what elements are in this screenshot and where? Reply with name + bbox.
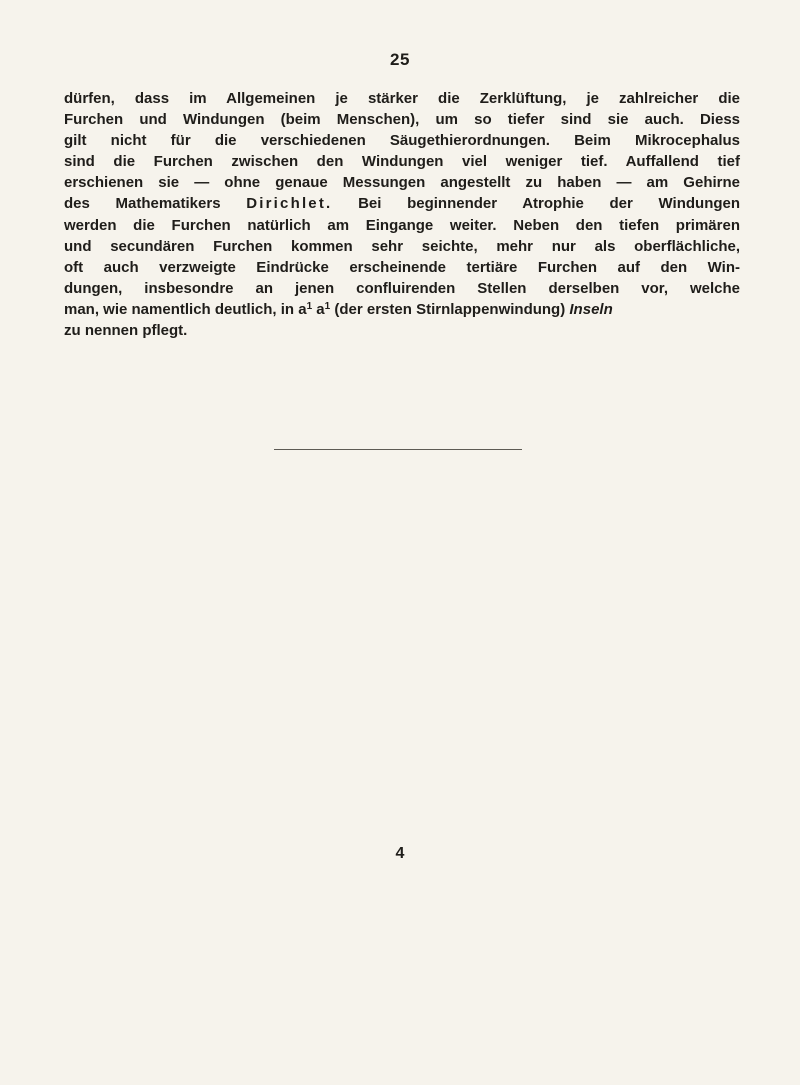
text-line: zu nennen pflegt. — [64, 322, 188, 340]
text-line: werden die Furchen natürlich am Eingange weiter. Neben den tiefen primären — [64, 216, 740, 234]
text-fragment: man, wie namentlich deutlich, in a — [64, 300, 307, 318]
superscript: 1 — [324, 300, 331, 312]
text-line: und secundären Furchen kommen sehr seichte, mehr nur als oberflächliche, — [64, 237, 740, 255]
text-line — [64, 193, 740, 214]
text-line: dürfen, dass im Allgemeinen je stärker die Zerklüftung, je zahlreicher die — [64, 90, 740, 107]
page-number: 25 — [390, 50, 410, 69]
text-line: Furchen und Windungen (beim Menschen), um so tiefer sind sie auch. Diess — [64, 111, 740, 129]
text-line: gilt nicht für die verschiedenen Säugethierordnungen. Beim Mikrocephalus — [64, 132, 740, 150]
text-line — [64, 299, 740, 320]
italic-term: Inseln — [569, 300, 613, 318]
text-fragment: des Mathematikers — [64, 195, 221, 213]
text-line: sind die Furchen zwischen den Windungen viel weniger tief. Auffallend tief — [64, 153, 740, 171]
body-paragraph — [64, 88, 740, 341]
person-name: Dirichlet. — [246, 195, 333, 213]
text-line: dungen, insbesondre an jenen confluirenden Stellen derselben vor, welche — [64, 279, 740, 297]
text-fragment: a — [312, 300, 325, 318]
section-divider — [274, 449, 522, 450]
superscript: 1 — [306, 300, 313, 312]
signature-mark: 4 — [395, 845, 405, 862]
text-line: erschienen sie — ohne genaue Messungen angestellt zu haben — am Gehirne — [64, 174, 740, 192]
text-line: oft auch verzweigte Eindrücke erscheinende tertiäre Furchen auf den Win- — [64, 258, 740, 276]
text-fragment: (der ersten Stirnlappenwindung) — [330, 300, 570, 318]
text-fragment: Bei beginnender Atrophie der Windungen — [358, 195, 741, 213]
